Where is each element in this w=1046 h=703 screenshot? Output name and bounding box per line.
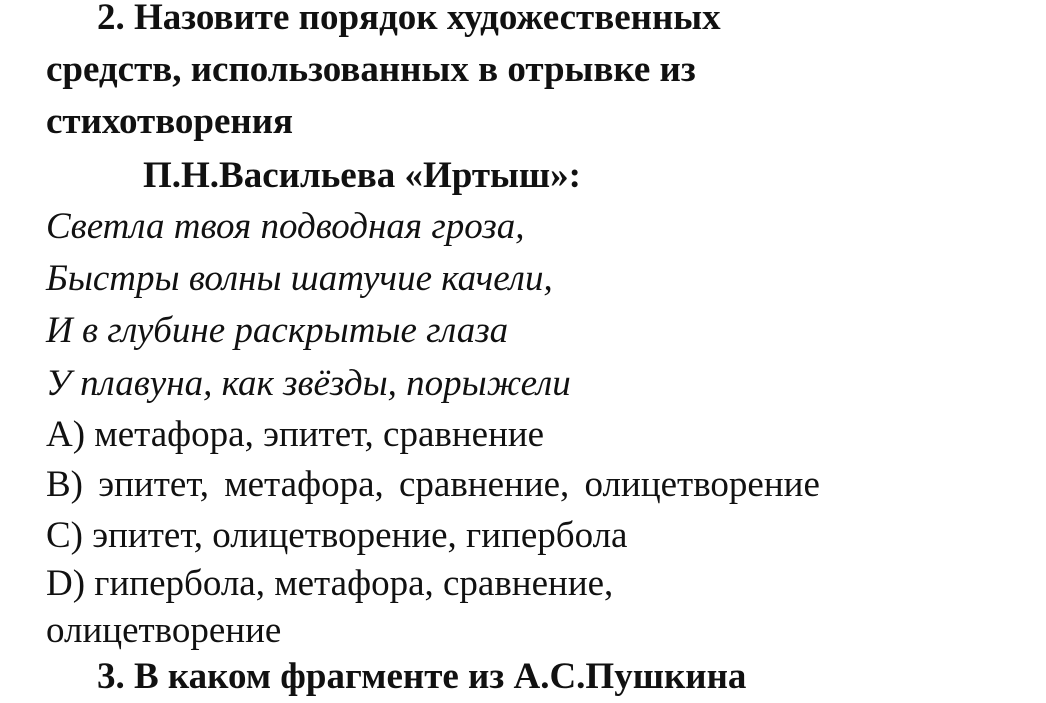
option-d: D) гипербола, метафора, сравнение, [46, 563, 614, 604]
option-a: A) метафора, эпитет, сравнение [46, 414, 545, 455]
poem-line-1: Светла твоя подводная гроза, [46, 206, 525, 247]
poem-line-4: У плавуна, как звёзды, порыжели [46, 363, 571, 404]
poem-source: П.Н.Васильева «Иртыш»: [143, 155, 581, 196]
next-question-partial: 3. В каком фрагменте из А.С.Пушкина [97, 656, 747, 697]
poem-line-2: Быстры волны шатучие качели, [46, 258, 553, 299]
poem-line-3: И в глубине раскрытые глаза [46, 310, 509, 351]
option-d-continued: олицетворение [46, 610, 282, 651]
question-title-line-2: средств, использованных в отрывке из [46, 49, 696, 90]
option-c: C) эпитет, олицетворение, гипербола [46, 515, 628, 556]
question-title-line-3: стихотворения [46, 101, 294, 142]
option-b: B) эпитет, метафора, сравнение, олицетворение [46, 464, 820, 505]
question-title-line-1: 2. Назовите порядок художественных [97, 0, 721, 38]
